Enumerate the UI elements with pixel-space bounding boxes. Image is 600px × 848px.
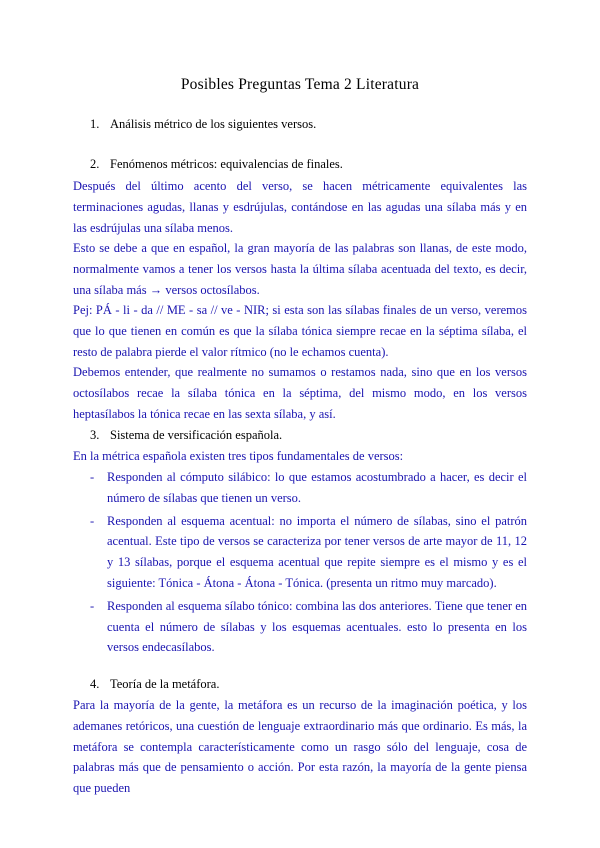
bullet-marker: -: [90, 470, 95, 484]
section-title: Teoría de la metáfora.: [110, 677, 220, 691]
paragraph: Para la mayoría de la gente, la metáfora es un recurso de la imaginación poética, y los ademanes retóricos, una cuestión de lenguaje extraordinario más que ordinario. Es más, la metáfora se contempla característicamente como un rasgo sólo del lenguaje, cosa de palabras más que de pensamiento o acción. Por esta razón, la mayoría de la gente piensa que pueden: [73, 698, 527, 796]
paragraph: Después del último acento del verso, se hacen métricamente equivalentes las terminaciones agudas, llanas y esdrújulas, contándose en las agudas una sílaba más y en las esdrújulas una sílaba menos.: [73, 179, 527, 235]
paragraph: Pej: PÁ - li - da // ME - sa // ve - NIR; si esta son las sílabas finales de un verso, veremos que lo que tienen en común es que la sílaba tónica siempre recae en la séptima sílaba, el resto de palabra pierde el valor rítmico (no le echamos cuenta).: [73, 303, 527, 359]
section-number: 1.: [90, 117, 100, 131]
list-item: [90, 467, 527, 509]
section-number: 2.: [90, 157, 100, 171]
section-4-heading: [90, 677, 219, 692]
section-title: Sistema de versificación española.: [110, 428, 283, 442]
section-3-heading: [90, 428, 282, 443]
section-number: 3.: [90, 428, 100, 442]
list-item: [90, 596, 527, 658]
list-item-text: Responden al cómputo silábico: lo que estamos acostumbrado a hacer, es decir el número de sílabas que tienen un verso.: [107, 470, 527, 505]
section-1-heading: [90, 117, 316, 132]
bullet-marker: -: [90, 598, 95, 613]
section-number: 4.: [90, 677, 100, 691]
bullet-marker: -: [90, 513, 95, 528]
section-title: Fenómenos métricos: equivalencias de finales.: [110, 157, 343, 171]
list-item-text: Responden al esquema sílabo tónico: combina las dos anteriores. Tiene que tener en cuenta el número de sílabas y los esquemas acentuales. esto lo presenta en los versos endecasílabos.: [107, 598, 527, 655]
document-title: Posibles Preguntas Tema 2 Literatura: [180, 76, 420, 93]
list-item-text: Responden al esquema acentual: no importa el número de sílabas, sino el patrón acentual. Este tipo de versos se caracteriza por tener versos de arte mayor de 11, 12 y 13 sílabas, porque el esquema acentual que repite siempre es el mismo y es el siguiente: Tónica - Átona - Átona - Tónica. (presenta un ritmo muy marcado).: [107, 513, 527, 590]
paragraph: Debemos entender, que realmente no sumamos o restamos nada, sino que en los versos octosílabos recae la sílaba tónica en la séptima, del mismo modo, en los versos heptasílabos la tónica recae en las sexta sílaba, y así.: [73, 365, 527, 421]
section-title: Análisis métrico de los siguientes versos.: [110, 117, 317, 131]
paragraph-intro: En la métrica española existen tres tipos fundamentales de versos:: [73, 449, 404, 463]
section-2-heading: [90, 157, 343, 172]
bullet-list: [90, 467, 527, 660]
list-item: [90, 511, 527, 594]
paragraph: Esto se debe a que en español, la gran mayoría de las palabras son llanas, de este modo, normalmente vamos a tener los versos hasta la última sílaba acentuada del texto, es decir, una sílaba más → versos octosílabos.: [73, 241, 527, 297]
